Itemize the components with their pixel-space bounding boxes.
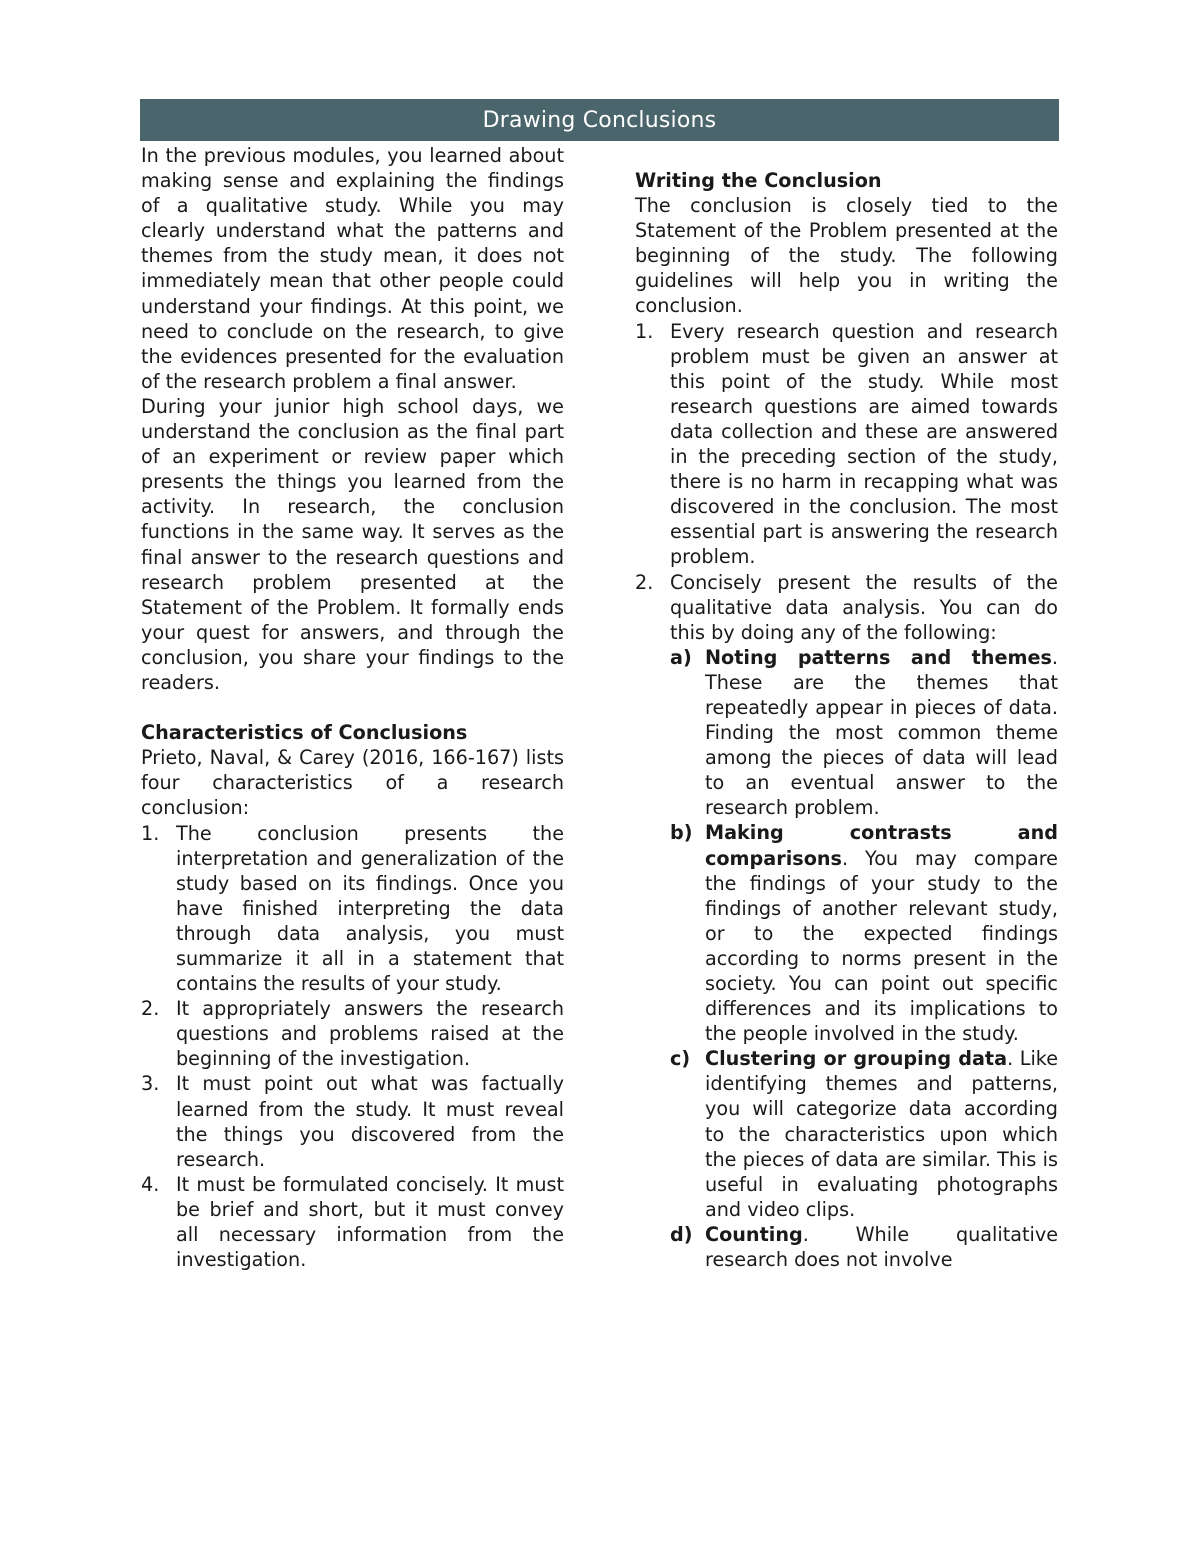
list-item-text: Concisely present the results of the qualitative data analysis. You can do this by doing any of the following: [670, 570, 1058, 644]
writing-intro: The conclusion is closely tied to the Statement of the Problem presented at the beginning of the study. The following guidelines will help you in writing the conclusion. [635, 194, 1058, 318]
sub-list-item [670, 645, 1058, 821]
sub-list-marker: b) [670, 821, 693, 845]
sub-item-lead: Counting [705, 1222, 803, 1246]
list-marker: 3. [141, 1072, 160, 1096]
document-page [140, 99, 1059, 1272]
list-item [141, 996, 564, 1071]
page-title: Drawing Conclusions [482, 107, 717, 133]
spacer [141, 695, 564, 720]
sub-list-marker: d) [670, 1222, 693, 1246]
sub-item-text: . These are the themes that repeatedly appear in pieces of data. Finding the most common theme among the pieces of data will lead to an eventual answer to the research problem. [705, 645, 1058, 820]
characteristics-intro: Prieto, Naval, & Carey (2016, 166-167) lists four characteristics of a research conclusion: [141, 746, 564, 820]
list-item [141, 1172, 564, 1272]
sub-item-text: . Like identifying themes and patterns, you will categorize data according to the characteristics upon which the pieces of data are similar. This is useful in evaluating photographs and video clips. [705, 1047, 1059, 1221]
guidelines-list [635, 319, 1058, 1273]
list-item-text: It must be formulated concisely. It must be brief and short, but it must convey all necessary information from the investigation. [176, 1172, 564, 1272]
list-marker: 4. [141, 1172, 160, 1196]
list-item [635, 570, 1058, 1273]
title-banner [140, 99, 1059, 141]
list-item-text: The conclusion presents the interpretation and generalization of the study based on its findings. Once you have finished interpreting the data through data analysis, you must summarize it all in a statement that contains the results of your study. [176, 821, 564, 996]
list-item-text: It must point out what was factually learned from the study. It must reveal the things you discovered from the research. [176, 1072, 564, 1171]
list-item-text: Every research question and research problem must be given an answer at this point of the study. While most research questions are aimed towards data collection and these are answered in the preceding section of the study, there is no harm in recapping what was discovered in the conclusion. The most essential part is answering the research problem. [670, 319, 1058, 569]
characteristics-list [141, 821, 564, 1273]
writing-heading: Writing the Conclusion [635, 169, 882, 192]
intro-paragraph: During your junior high school days, we understand the conclusion as the final part of an experiment or review paper which presents the things you learned from the activity. In research, the conclusion functions in the same way. It serves as the final answer to the research questions and research problem presented at the Statement of the Problem. It formally ends your quest for answers, and through the conclusion, you share your findings to the readers. [141, 394, 564, 694]
sub-item-lead: Noting patterns and themes [705, 645, 1052, 669]
sub-item-lead: Clustering or grouping data [705, 1047, 1008, 1071]
list-marker: 1. [635, 319, 654, 343]
sub-item-text: . While qualitative research does not involve [705, 1222, 1058, 1272]
list-item [141, 1071, 564, 1171]
intro-paragraph: In the previous modules, you learned about making sense and explaining the findings of a qualitative study. While you may clearly understand what the patterns and themes from the study mean, it does not immediately mean that other people could understand your findings. At this point, we need to conclude on the research, to give the evidences presented for the evaluation of the research problem a final answer. [141, 144, 564, 393]
sub-list-marker: a) [670, 645, 692, 669]
sub-item-lead: Making contrasts and comparisons [705, 821, 1058, 870]
list-item-text: It appropriately answers the research questions and problems raised at the beginning of the investigation. [176, 997, 564, 1071]
characteristics-heading: Characteristics of Conclusions [141, 721, 468, 745]
list-marker: 2. [141, 997, 160, 1021]
list-marker: 2. [635, 570, 654, 594]
list-item [141, 821, 564, 997]
sub-list-marker: c) [670, 1047, 691, 1071]
sub-list [670, 645, 1058, 1272]
sub-list-item [670, 1046, 1058, 1222]
sub-list-item [670, 1222, 1058, 1272]
list-item [635, 319, 1058, 570]
right-column [635, 168, 1058, 1272]
sub-list-item [670, 820, 1058, 1046]
sub-item-text: . You may compare the findings of your study to the findings of another relevant study, or to the expected findings according to norms present in the society. You can point out specific differences and its implications to the people involved in the study. [705, 846, 1058, 1046]
left-column [141, 143, 564, 1272]
list-marker: 1. [141, 821, 160, 845]
